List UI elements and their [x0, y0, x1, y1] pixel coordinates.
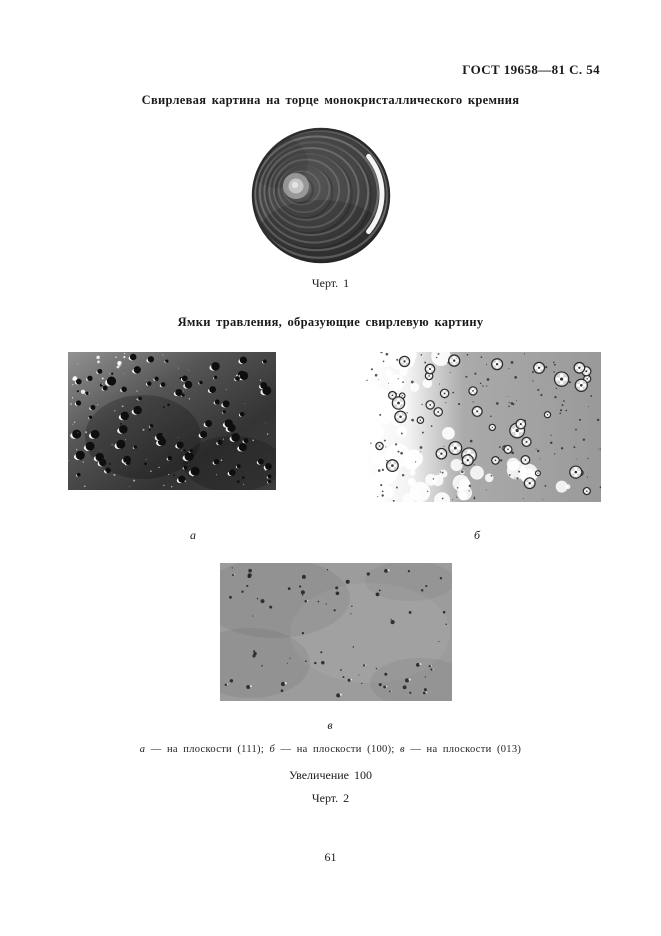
subfigure-label-v: в — [327, 718, 333, 732]
figure2-photo-b-etch-pits-100 — [365, 352, 601, 502]
magnification-note: Увеличение 100 — [288, 768, 372, 782]
center-light-spot — [283, 173, 309, 199]
figure2-photo-v-etch-pits-013 — [220, 563, 452, 701]
figure2-plane-caption — [0, 744, 661, 755]
figure1-caption: Черт. 1 — [311, 276, 350, 290]
caption-letter-v: в — [400, 744, 405, 755]
page-number: 61 — [324, 850, 337, 864]
subfigure-label-b: б — [473, 528, 481, 542]
figure2-title: Ямки травления, образующие свирлевую картину — [177, 315, 484, 329]
subfigure-label-a: а — [190, 528, 196, 542]
figure2-caption: Черт. 2 — [311, 791, 350, 805]
figure1-photo-swirl-pattern — [248, 127, 394, 267]
caption-text-a: — на плоскости (111); — [145, 744, 270, 755]
figure2-photo-a-etch-pits-111 — [68, 352, 276, 490]
caption-text-b: — на плоскости (100); — [275, 744, 401, 755]
caption-letter-b: б — [269, 744, 276, 755]
page-header: ГОСТ 19658—81 С. 54 — [462, 62, 600, 77]
caption-text-v: — на плоскости (013) — [404, 744, 522, 755]
caption-letter-a: а — [139, 744, 146, 755]
figure1-title: Свирлевая картина на торце монокристаллического кремния — [141, 93, 520, 107]
